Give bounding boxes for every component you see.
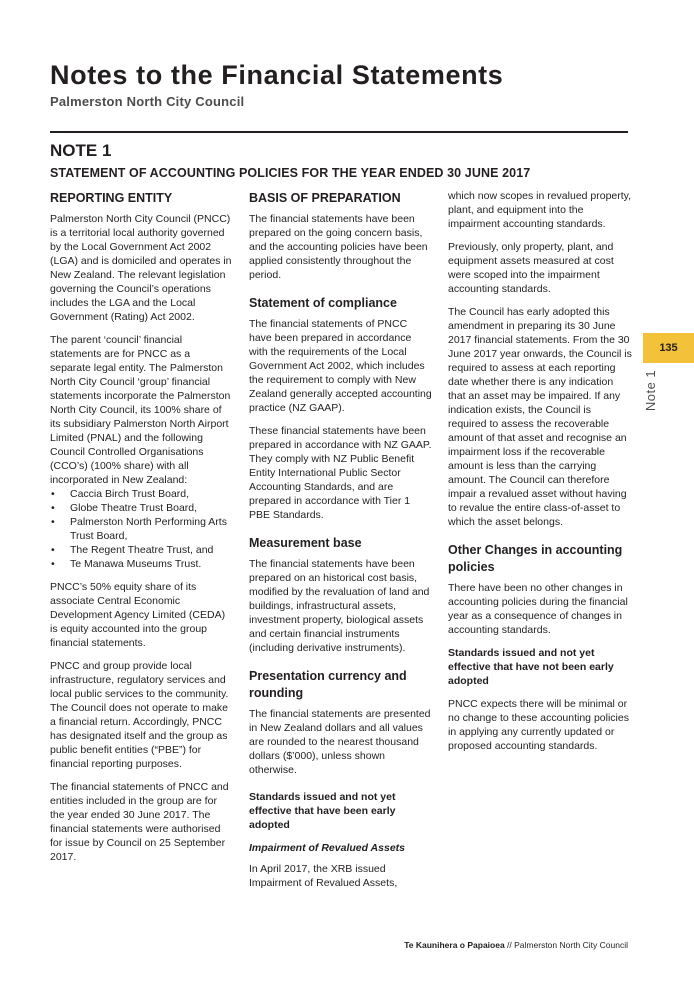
paragraph: These financial statements have been prepared in accordance with NZ GAAP. They comply with NZ Public Benefit Entity International Public Sector Accounting Standards, and are prepared in accordance with Tier 1 PBE Standards. (249, 425, 432, 521)
paragraph: The Council has early adopted this amendment in preparing its 30 June 2017 financial statements. From the 30 June 2017 year onwards, the Council is required to assess at each reporting date whether there is any indication that an asset may be impaired. If any indication exists, the Council is required to assess the recoverable amount of that asset and recognise an impairment loss if the recoverable amount is less than the carrying amount. The Council can therefore impair a revalued asset without having to revalue the entire class-of-asset to which the asset belongs. (448, 306, 632, 528)
paragraph: The financial statements have been prepared on an historical cost basis, modified by the revaluation of land and buildings, infrastructural assets, investment property, biological assets and certain financial instruments (including derivative instruments). (249, 558, 430, 654)
side-note-label-text: Note 1 (643, 369, 659, 411)
paragraph: The parent ‘council’ financial statements are for PNCC as a separate legal entity. The Palmerston North City Council ‘group’ financial statements incorporate the Palmerston North City Council, its 100% share of its subsidiary Palmerston North Airport Limited (PNAL) and the following Council Controlled Organisations (CCO’s) (100% share) with all incorporated in New Zealand: (50, 334, 231, 486)
paragraph: The financial statements of PNCC have been prepared in accordance with the requirements of the Local Government Act 2002, which includes the requirement to comply with New Zealand generally accepted accounting practice (NZ GAAP). (249, 318, 432, 414)
list-item: • The Regent Theatre Trust, and (50, 543, 232, 557)
footer-maori-name: Te Kaunihera o Papaioea (404, 940, 505, 950)
list-item: • Caccia Birch Trust Board, (50, 487, 232, 501)
column-basis-of-preparation (249, 190, 432, 899)
note-heading: NOTE 1 (50, 141, 112, 160)
page-subtitle: Palmerston North City Council (50, 94, 245, 109)
subheading-standards-not-early-adopted: Standards issued and not yet effective that have not been early adopted (448, 647, 614, 687)
list-item: • Te Manawa Museums Trust. (50, 557, 232, 571)
paragraph: which now scopes in revalued property, plant, and equipment into the impairment accounting standards. (448, 190, 632, 230)
section-heading-basis-of-preparation: BASIS OF PREPARATION (249, 191, 401, 205)
paragraph: PNCC expects there will be minimal or no change to these accounting policies in applying any currently updated or proposed accounting standards. (448, 698, 629, 752)
paragraph: Previously, only property, plant, and equipment assets measured at cost were scoped into the impairment accounting standards. (448, 241, 614, 295)
paragraph: The financial statements are presented in New Zealand dollars and all values are rounded to the nearest thousand dollars ($’000), unless shown otherwise. (249, 708, 431, 776)
subheading-presentation-currency: Presentation currency and rounding (249, 669, 407, 700)
statement-heading: STATEMENT OF ACCOUNTING POLICIES FOR THE YEAR ENDED 30 JUNE 2017 (50, 166, 531, 180)
subheading-standards-early-adopted: Standards issued and not yet effective that have been early adopted (249, 791, 396, 831)
footer-separator: // (504, 940, 515, 950)
list-item: • Globe Theatre Trust Board, (50, 501, 232, 515)
paragraph: The financial statements have been prepared on the going concern basis, and the accounting policies have been applied consistently throughout the period. (249, 213, 428, 281)
footer-council-name: Palmerston North City Council (514, 940, 628, 950)
column-continued (448, 189, 632, 762)
subheading-measurement-base: Measurement base (249, 536, 362, 550)
column-reporting-entity (50, 190, 232, 873)
cco-list (50, 487, 232, 571)
page-footer (404, 940, 628, 950)
page-number: 135 (659, 342, 678, 354)
list-item: • Palmerston North Performing Arts Trust Board, (50, 515, 232, 543)
page-title: Notes to the Financial Statements (50, 60, 504, 90)
paragraph: There have been no other changes in accounting policies during the financial year as a consequence of changes in accounting standards. (448, 582, 628, 636)
subheading-other-changes: Other Changes in accounting policies (448, 543, 623, 574)
paragraph: PNCC’s 50% equity share of its associate Central Economic Development Agency Limited (CEDA) is equity accounted into the group financial statements. (50, 581, 226, 649)
paragraph: Palmerston North City Council (PNCC) is a territorial local authority governed by the Local Government Act 2002 (LGA) and is domiciled and operates in New Zealand. The relevant legislation governing the Council’s operations includes the LGA and the Local Government (Rating) Act 2002. (50, 213, 232, 323)
header-divider (50, 131, 628, 133)
paragraph: In April 2017, the XRB issued Impairment of Revalued Assets, (249, 863, 398, 889)
side-note-label (630, 360, 672, 420)
page-number-tab (643, 333, 694, 363)
paragraph: The financial statements of PNCC and entities included in the group are for the year ended 30 June 2017. The financial statements were authorised for issue by Council on 25 September 2017. (50, 781, 229, 863)
subheading-impairment-of-revalued-assets: Impairment of Revalued Assets (249, 842, 405, 854)
subheading-statement-of-compliance: Statement of compliance (249, 296, 397, 310)
section-heading-reporting-entity: REPORTING ENTITY (50, 191, 173, 205)
paragraph: PNCC and group provide local infrastructure, regulatory services and local public services to the community. The Council does not operate to make a financial return. Accordingly, PNCC has designated itself and the group as public benefit entities (“PBE”) for financial reporting purposes. (50, 660, 229, 770)
